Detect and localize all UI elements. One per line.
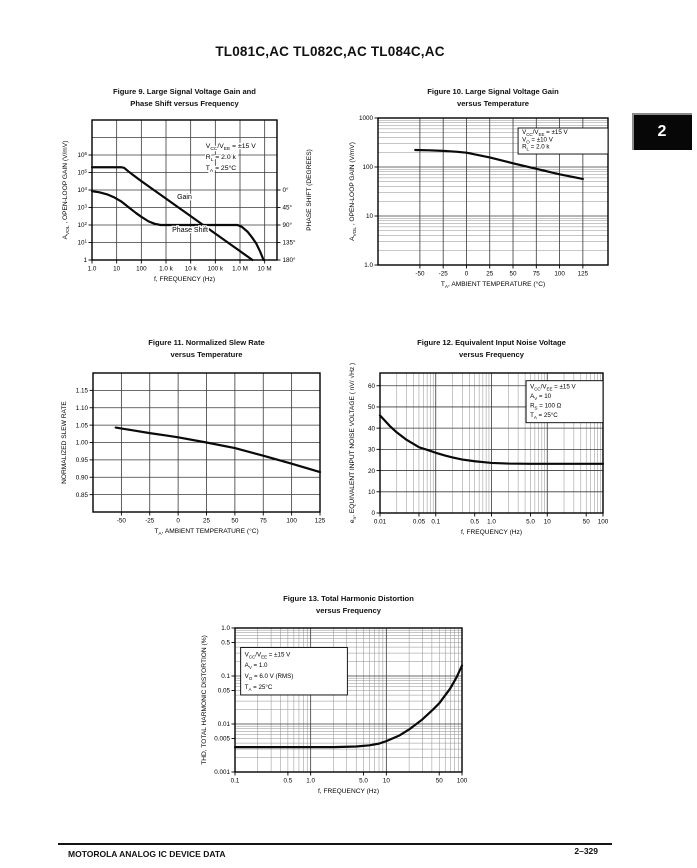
svg-text:VCC/VEE = ±15 V: $V_{CC}/V_{EE} = \pm 15$ V [205,143,256,152]
figure-12-noise-voltage-vs-frequency [340,335,657,550]
svg-text:10: 10 [382,777,390,785]
svg-text:100: 100 [456,777,468,785]
svg-text:50: 50 [509,270,517,278]
svg-text:20: 20 [367,467,375,475]
svg-text:90°: 90° [282,222,293,230]
svg-text:0.005: 0.005 [214,735,230,743]
figure-12-chart [340,335,657,550]
svg-text:0: 0 [176,517,180,525]
svg-text:VO = 6.0 V (RMS): $V_O = 6.0$ V (RMS) [244,673,294,682]
svg-text:10 M: 10 M [257,265,272,273]
figure-11-slew-rate-vs-temperature [40,335,340,550]
figure-10-chart [340,85,657,300]
figure-title-line1: Figure 12. Equivalent Input Noise Voltage [417,338,566,347]
svg-text:10 k: 10 k [184,265,197,273]
svg-text:Phase Shift: Phase Shift [172,227,208,234]
figure-title-line2: versus Frequency [459,350,524,359]
svg-text:104: $10^4$ [77,185,87,195]
svg-text:125: 125 [577,270,589,278]
svg-text:60: 60 [367,382,375,390]
figure-title-line2: Phase Shift versus Frequency [130,99,239,108]
svg-text:180°: 180° [282,257,296,265]
svg-text:0.85: 0.85 [75,491,88,499]
svg-text:100: 100 [597,518,609,526]
svg-text:100: 100 [362,164,373,172]
svg-text:0: 0 [464,270,469,278]
svg-text:-50: -50 [415,270,425,278]
svg-text:AV = 10: $A_V = 10$ [530,392,552,401]
section-tab-number: 2 [657,122,667,140]
svg-text:AV = 1.0: $A_V = 1.0$ [244,662,268,671]
svg-text:f, FREQUENCY (Hz): f, FREQUENCY (Hz) [153,276,216,283]
svg-text:1.0 M: 1.0 M [232,265,248,273]
svg-text:102: $10^2$ [77,220,87,230]
svg-text:RL = 2.0 k: $R_L = 2.0$ k [205,154,236,163]
figure-9-chart [40,85,340,300]
svg-text:RL = 2.0 k: $R_L = 2.0$ k [522,143,550,152]
figure-9-gain-phase-vs-frequency [40,85,340,300]
svg-text:5.0: 5.0 [526,518,535,526]
svg-text:0.01: 0.01 [373,518,387,526]
svg-text:TA, AMBIENT TEMPERATURE (°C): $T_A$, AMBIENT TEMPERATURE (°C) [154,528,259,537]
svg-text:10: 10 [367,488,375,496]
svg-text:0.90: 0.90 [75,474,88,482]
figure-13-thd-vs-frequency [180,588,510,813]
svg-text:40: 40 [367,425,375,433]
svg-text:TA = 25°C: $T_A = 25^\circ C$ [244,684,273,692]
svg-text:-25: -25 [145,517,155,525]
svg-text:0.95: 0.95 [75,457,88,465]
footer-page-number: 2–329 [574,846,598,856]
svg-text:AVOL , OPEN-LOOP GAIN (V/mV): $A_{VOL}$ , OPEN-LOOP GAIN (V/mV) [349,142,358,241]
figure-title-line1: Figure 11. Normalized Slew Rate [148,338,265,347]
svg-text:30: 30 [367,446,375,454]
figure-title-line1: Figure 13. Total Harmonic Distortion [283,594,414,603]
svg-text:100: 100 [286,517,297,525]
svg-text:75: 75 [532,270,540,278]
svg-text:0: 0 [371,510,375,518]
svg-text:0.05: 0.05 [412,518,426,526]
page-title: TL081C,AC TL082C,AC TL084C,AC [215,44,445,59]
svg-text:1: 1 [83,257,87,265]
svg-text:1.05: 1.05 [75,422,88,430]
figure-title-line2: versus Temperature [456,99,530,108]
svg-text:45°: 45° [282,204,293,212]
svg-text:100: 100 [554,270,565,278]
svg-text:75: 75 [259,517,267,525]
svg-text:en, EQUIVALENT INPUT NOISE VOL: $e_n$, EQUIVALENT INPUT NOISE VOLTAGE ( nV/ √Hz ) [349,362,358,524]
svg-text:f, FREQUENCY (Hz): f, FREQUENCY (Hz) [460,529,523,536]
svg-text:103: $10^3$ [77,203,87,212]
svg-text:25: 25 [202,517,211,525]
svg-text:Gain: Gain [177,194,192,202]
svg-text:100 k: 100 k [207,265,224,273]
svg-text:TA = 25°C: $T_A = 25^\circ C$ [530,411,558,420]
svg-text:RS = 100 Ω: $R_S = 100$ Ω [530,402,562,411]
svg-text:1.00: 1.00 [75,439,88,447]
svg-text:5.0: 5.0 [359,777,368,785]
svg-text:0.01: 0.01 [217,721,230,729]
figure-11-chart [40,335,340,550]
svg-text:101: $10^1$ [77,238,87,247]
svg-text:50: 50 [435,777,443,785]
svg-text:1000: 1000 [358,115,373,123]
svg-text:1.15: 1.15 [75,387,88,395]
svg-text:1.10: 1.10 [75,404,88,412]
svg-text:10: 10 [365,213,373,221]
footer-rule [58,843,612,845]
svg-text:VCC/VEE = ±15 V: $V_{CC}/V_{EE} = \pm 15$ V [530,383,576,392]
svg-text:0°: 0° [282,187,289,195]
svg-text:0.1: 0.1 [230,777,240,785]
svg-text:-25: -25 [438,270,448,278]
svg-text:PHASE SHIFT (DEGREES): PHASE SHIFT (DEGREES) [306,149,313,231]
footer-brand-text: MOTOROLA ANALOG IC DEVICE DATA [68,849,226,859]
svg-text:VO = ±10 V: $V_O = \pm 10$ V [522,136,553,145]
svg-text:TA = 25°C: $T_A = 25^\circ C$ [205,165,237,174]
svg-text:1.0: 1.0 [306,777,316,785]
svg-text:-50: -50 [116,517,126,525]
svg-text:VCC/VEE = ±15 V: $V_{CC}/V_{EE} = \pm 15$ V [522,129,568,137]
svg-text:NORMALIZED SLEW RATE: NORMALIZED SLEW RATE [61,401,68,484]
svg-text:0.1: 0.1 [431,518,441,526]
svg-text:f, FREQUENCY (Hz): f, FREQUENCY (Hz) [317,788,380,795]
svg-text:1.0: 1.0 [487,518,496,526]
figure-10-gain-vs-temperature [340,85,657,300]
svg-text:50: 50 [582,518,590,526]
svg-text:1.0: 1.0 [87,265,97,273]
svg-text:100: 100 [136,265,147,273]
svg-text:105: $10^5$ [77,168,87,177]
figure-13-chart [180,588,510,813]
svg-text:10: 10 [113,265,121,273]
svg-text:10: 10 [543,518,551,526]
svg-text:1.0 k: 1.0 k [159,265,173,273]
svg-text:VCC/VEE = ±15 V: $V_{CC}/V_{EE} = \pm 15$ V [244,651,291,660]
svg-text:0.5: 0.5 [221,639,230,647]
svg-text:TA, AMBIENT TEMPERATURE (°C): $T_A$, AMBIENT TEMPERATURE (°C) [440,281,546,290]
svg-text:0.5: 0.5 [470,518,480,526]
figure-title-line2: versus Frequency [316,606,381,615]
figure-title-line2: versus Temperature [170,350,243,359]
svg-text:AVOL , OPEN-LOOP GAIN (V/mV): $A_{VOL}$ , OPEN-LOOP GAIN (V/mV) [62,140,71,240]
figure-title-line1: Figure 9. Large Signal Voltage Gain and [113,87,256,96]
svg-text:1.0: 1.0 [364,262,373,270]
svg-text:106: $10^6$ [77,150,87,160]
svg-text:THD, TOTAL HARMONIC DISTORTION: THD, TOTAL HARMONIC DISTORTION (%) [201,635,208,765]
svg-text:0.001: 0.001 [214,769,230,777]
svg-text:25: 25 [486,270,494,278]
figure-title-line1: Figure 10. Large Signal Voltage Gain [427,87,559,96]
svg-text:50: 50 [367,404,375,412]
svg-text:0.1: 0.1 [221,673,230,681]
svg-text:0.5: 0.5 [283,777,293,785]
svg-text:135°: 135° [282,239,296,247]
svg-text:1.0: 1.0 [221,625,230,633]
svg-text:50: 50 [231,517,239,525]
svg-text:0.05: 0.05 [217,687,230,695]
svg-text:125: 125 [314,517,326,525]
